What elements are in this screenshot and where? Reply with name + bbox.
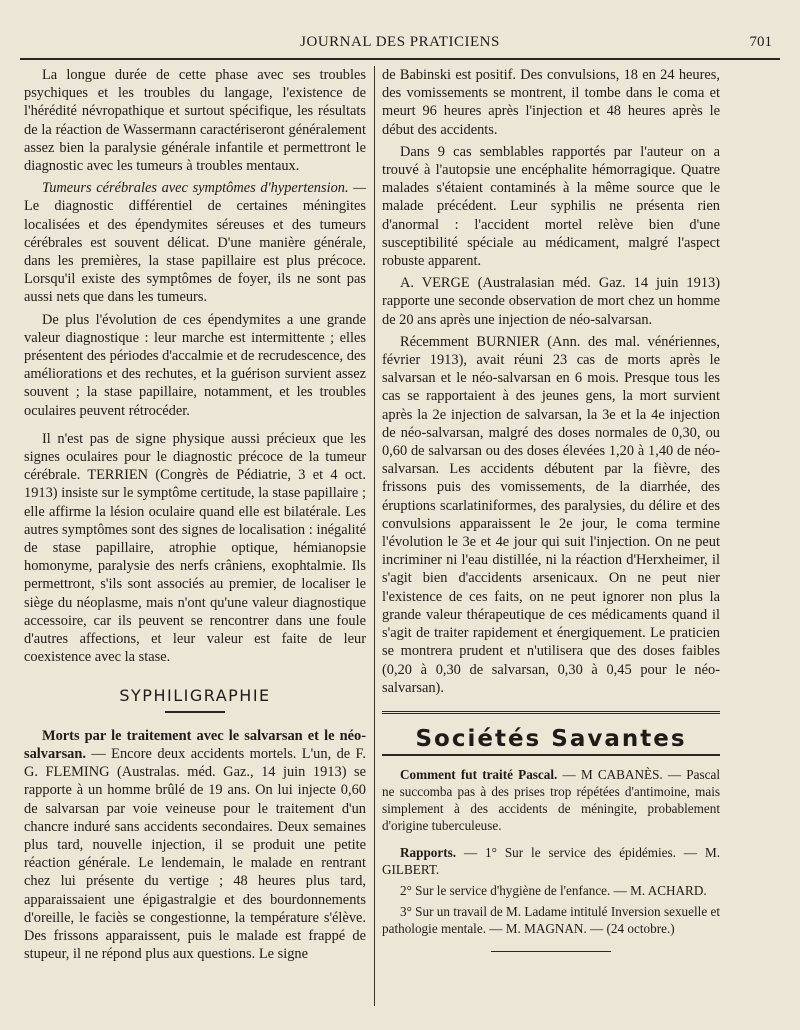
subheading: Tumeurs cérébrales avec symptômes d'hypertension. —	[42, 180, 366, 197]
paragraph	[24, 179, 366, 306]
section-rule	[165, 711, 225, 713]
page-header	[20, 30, 780, 60]
society-entry	[382, 844, 720, 878]
paragraph-text: — Encore deux accidents mortels. L'un, de F. G. FLEMING (Australas. méd. Gaz., 14 juin 1913) se rapporte à un homme brûlé de 19 ans. On lui injecte 0,60 de salvarsan par voie veineuse pour le traitement d'un chancre induré sans accidents secondaires. Deux semaines plus tard, nouvelle injection, il se produit une petite réaction générale. Le lendemain, le malade en rentrant chez lui présente du vertige ; 48 heures plus tard, apparaissaient une épigastralgie et des bourdonnements d'oreille, le faciès se congestionne, la température s'élève. Des frissons apparaissent, puis le malade est frappé de stupeur, il ne répond plus aux questions. Le signe	[24, 745, 366, 963]
entry-text: — 1° Sur le service des épidémies. — M. GILBERT.	[382, 845, 720, 878]
left-column	[24, 66, 366, 963]
paragraph-text: Le diagnostic différentiel de certaines méningites localisées et des épendymites séreuses et des tumeurs cérébrales est souvent délicat. D'une manière générale, dans les premières, la stase papillaire est plus précoce. Lorsqu'il existe des symptômes de foyer, ils ne sont pas aussi nets que dans les tumeurs.	[24, 198, 366, 306]
paragraph: Il n'est pas de signe physique aussi précieux que les signes oculaires pour le diagnostic précoce de la tumeur cérébrale. TERRIEN (Congrès de Pédiatrie, 3 et 4 oct. 1913) insiste sur le symptôme certitude, la stase papillaire ; elle affirme la lésion oculaire quand elle est bilatérale. Les autres symptômes sont des signes de localisation : inégalité de stase papillaire, atrophie optique, hémianopsie homonyme, paralysie des nerfs crâniens, exophtalmie. Ils permettront, s'ils sont associés au premier, de localiser le siège du néoplasme, mais n'ont qu'une valeur diagnostique accessoire, car ils peuvent se rencontrer dans une foule d'autres affections, et leur valeur est faite de leur coexistence avec la stase.	[24, 430, 366, 666]
paragraph: A. VERGE (Australasian méd. Gaz. 14 juin 1913) rapporte une seconde observation de mort chez un homme de 20 ans après une injection de néo-salvarsan.	[382, 275, 720, 328]
paragraph	[24, 727, 366, 964]
page-number: 701	[749, 34, 772, 50]
section-title: SYPHILIGRAPHIE	[119, 685, 271, 705]
society-entry: 3° Sur un travail de M. Ladame intitulé Inversion sexuelle et pathologie mentale. — M. MAGNAN. — (24 octobre.)	[382, 904, 720, 937]
entry-title: Comment fut traité Pascal.	[400, 767, 558, 783]
society-entry	[382, 766, 720, 834]
society-entry: 2° Sur le service d'hygiène de l'enfance. — M. ACHARD.	[400, 883, 707, 899]
entry-text: — M CABANÈS. — Pascal ne succomba pas à des prises trop répétées d'antimoine, mais simplement à des accidents de méningite, probablement d'origine tuberculeuse.	[382, 767, 720, 834]
societies-rule	[382, 754, 720, 756]
paragraph: De plus l'évolution de ces épendymites a une grande valeur diagnostique : leur marche est intermittente ; elles présentent des périodes d'accalmie et de recrudescence, des améliorations et des rechutes, et la guérison survient assez souvent ; la stase papillaire, notamment, et les troubles oculaires peuvent rétrocéder.	[24, 311, 366, 419]
end-rule	[491, 951, 611, 952]
column-divider	[374, 66, 375, 1006]
entry-title: Rapports.	[400, 845, 457, 861]
societies-section	[382, 711, 720, 952]
right-column	[382, 66, 720, 952]
journal-title: JOURNAL DES PRATICIENS	[300, 34, 500, 50]
societies-title: Sociétés Savantes	[415, 725, 687, 752]
paragraph: La longue durée de cette phase avec ses troubles psychiques et les troubles du langage, l'existence de l'hérédité névropathique et surtout spécifique, les résultats de la réaction de Wassermann caractériseront généralement assez bien la paralysie générale infantile et permettront le diagnostic avec les tumeurs à troubles mentaux.	[24, 67, 366, 175]
paragraph: de Babinski est positif. Des convulsions, 18 en 24 heures, des vomissements se montrent, il tombe dans le coma et meurt 96 heures après l'injection et 48 heures après le début des accidents.	[382, 67, 720, 138]
paragraph: Récemment BURNIER (Ann. des mal. vénériennes, février 1913), avait réuni 23 cas de morts après le salvarsan et le néo-salvarsan en 6 mois. Presque tous les cas se rapportaient à des jeunes gens, la mort survient après la 2e injection de salvarsan, la 3e et la 4e injection de néo-salvarsan, malgré des doses normales de 0,30, ou 0,60 de salvarsan ou des doses élevées 1,20 à 1,40 de néo-salvarsan. Les accidents débutent par la fièvre, des frissons puis des vomissements, de la diarrhée, des éruptions scarlatiniformes, des paralysies, du délire et des convulsions apparaissent le 2e jour, le coma termine l'évolution le 3e et 4e jour qui suit l'injection. On ne peut incriminer ni l'eau distillée, ni la réaction d'Herxheimer, il s'agit bien d'accidents arsenicaux. On ne peut nier l'existence de ces faits, on ne peut ignorer non plus la grande valeur thérapeutique de ces médicaments quand il s'agit de traiter rapidement et énergiquement. Le praticien se montrera prudent et n'utilisera que des doses faibles (0,20 à 0,30 de salvarsan, 0,30 à 0,45 pour le néo-salvarsan).	[382, 333, 720, 696]
paragraph: Dans 9 cas semblables rapportés par l'auteur on a trouvé à l'autopsie une encéphalite hémorragique. Quatre malades s'étaient contaminés à la même source que le malade précédent. Leur syphilis ne présenta rien d'anormal : l'accident mortel relève bien d'une susceptibilité spéciale au médicament, malgré l'aspect robuste apparent.	[382, 143, 720, 270]
article-title: Morts par le traitement avec le salvarsan et le néo-salvarsan.	[24, 727, 366, 762]
